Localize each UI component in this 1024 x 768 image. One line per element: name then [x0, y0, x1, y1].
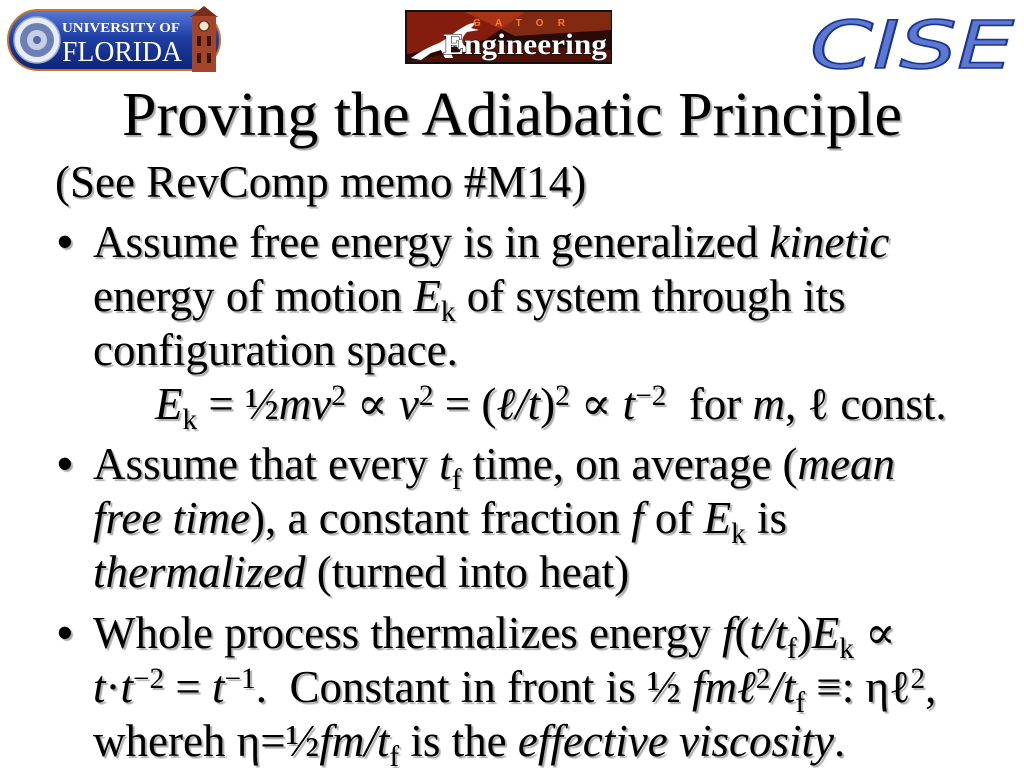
bullet-1-line-3: [93, 323, 458, 377]
text-run: . Constant in front is ½: [255, 662, 692, 712]
italic-run: kinetic: [769, 217, 890, 267]
text-run: =: [164, 662, 213, 712]
italic-run: free time: [93, 493, 251, 543]
text-run: is the: [399, 716, 518, 766]
uf-logo-line1: UNIVERSITY OF: [62, 21, 180, 36]
italic-run: f: [721, 608, 735, 658]
text-run: Whole process thermalizes energy: [93, 608, 722, 658]
bullet-glyph: •: [57, 607, 73, 658]
italic-run: effective viscosity: [517, 716, 834, 766]
text-run: , ℓ const.: [785, 379, 947, 429]
text-run: of: [643, 493, 704, 543]
text-run: ∝: [345, 379, 399, 429]
text-run: Assume free energy is in generalized: [93, 217, 770, 267]
text-run: configuration space.: [93, 325, 458, 375]
memo-reference: (See RevComp memo #M14): [55, 157, 587, 207]
superscript: 2: [755, 662, 771, 695]
text-run: energy of motion: [93, 271, 414, 321]
italic-run: ℓ/t: [496, 379, 541, 429]
superscript: 2: [555, 379, 570, 412]
bullet-2-line-1: [93, 437, 896, 496]
italic-run: t: [212, 662, 225, 712]
italic-run: mv: [278, 379, 332, 429]
text-run: ·: [105, 662, 121, 712]
text-run: ≡: ηℓ: [805, 662, 911, 712]
italic-run: E: [413, 271, 441, 321]
cise-logo: [806, 10, 1020, 74]
italic-run: t: [439, 439, 452, 489]
gator-engineering-logo: [405, 10, 612, 64]
subscript: k: [182, 403, 198, 436]
text-run: is: [745, 493, 788, 543]
italic-run: t: [120, 662, 134, 712]
gator-logo-small-text: GATOR: [473, 18, 565, 29]
bullet-glyph: •: [57, 438, 73, 489]
text-run: ): [796, 608, 812, 658]
text-run: = (: [433, 379, 497, 429]
subscript: k: [440, 295, 456, 328]
italic-run: /t: [770, 662, 796, 712]
text-run: of system through its: [455, 271, 846, 321]
text-run: ,: [925, 662, 937, 712]
italic-run: E: [155, 379, 183, 429]
gator-logo-main-text: Engineering: [443, 28, 607, 61]
italic-run: thermalized: [93, 547, 306, 597]
text-run: whereh η=½: [93, 716, 320, 766]
text-run: = ½: [197, 379, 279, 429]
subscript: f: [795, 686, 806, 719]
superscript: −2: [635, 379, 667, 412]
slide-title: Proving the Adiabatic Principle: [121, 81, 903, 149]
italic-run: E: [811, 608, 840, 658]
kinetic-energy-equation: [155, 377, 947, 436]
text-run: Assume that every: [93, 439, 440, 489]
century-tower-icon: [190, 6, 218, 72]
superscript: 2: [331, 379, 346, 412]
bullet-3-line-2: [93, 660, 937, 719]
text-run: ), a constant fraction: [250, 493, 632, 543]
italic-run: t/t: [749, 608, 787, 658]
text-run: (: [734, 608, 750, 658]
text-run: time, on average (: [461, 439, 798, 489]
bullet-1-line-2: [93, 269, 846, 328]
text-run: .: [833, 716, 846, 766]
subscript: k: [731, 517, 746, 550]
italic-run: fmℓ: [691, 662, 756, 712]
superscript: −2: [133, 662, 165, 695]
italic-run: t: [93, 662, 106, 712]
italic-run: v: [398, 379, 419, 429]
italic-run: E: [703, 493, 732, 543]
subscript: f: [451, 463, 462, 496]
subscript: f: [389, 740, 400, 768]
uf-seal-icon: [14, 17, 60, 63]
bullet-1-line-1: [93, 215, 889, 269]
text-run: for: [666, 379, 753, 429]
uf-logo: [6, 4, 228, 74]
superscript: 2: [910, 662, 926, 695]
text-run: ∝: [569, 379, 623, 429]
superscript: −1: [224, 662, 256, 695]
bullet-glyph: •: [57, 216, 73, 267]
italic-run: mean: [797, 439, 896, 489]
uf-logo-line2: FLORIDA: [62, 36, 183, 68]
italic-run: fm/t: [319, 716, 390, 766]
italic-run: t: [622, 379, 636, 429]
subscript: k: [839, 632, 854, 665]
text-run: ∝: [853, 608, 896, 658]
text-run: (turned into heat): [305, 547, 630, 597]
bullet-2-line-3: [93, 545, 629, 599]
cise-logo-text: CISE: [810, 10, 1015, 74]
italic-run: f: [631, 493, 644, 543]
bullet-2-line-2: [93, 491, 788, 550]
bullet-3-line-1: [93, 606, 896, 665]
italic-run: m: [752, 379, 786, 429]
bullet-3-line-3: [93, 714, 845, 768]
superscript: 2: [418, 379, 434, 412]
subscript: f: [786, 632, 797, 665]
text-run: ): [540, 379, 556, 429]
